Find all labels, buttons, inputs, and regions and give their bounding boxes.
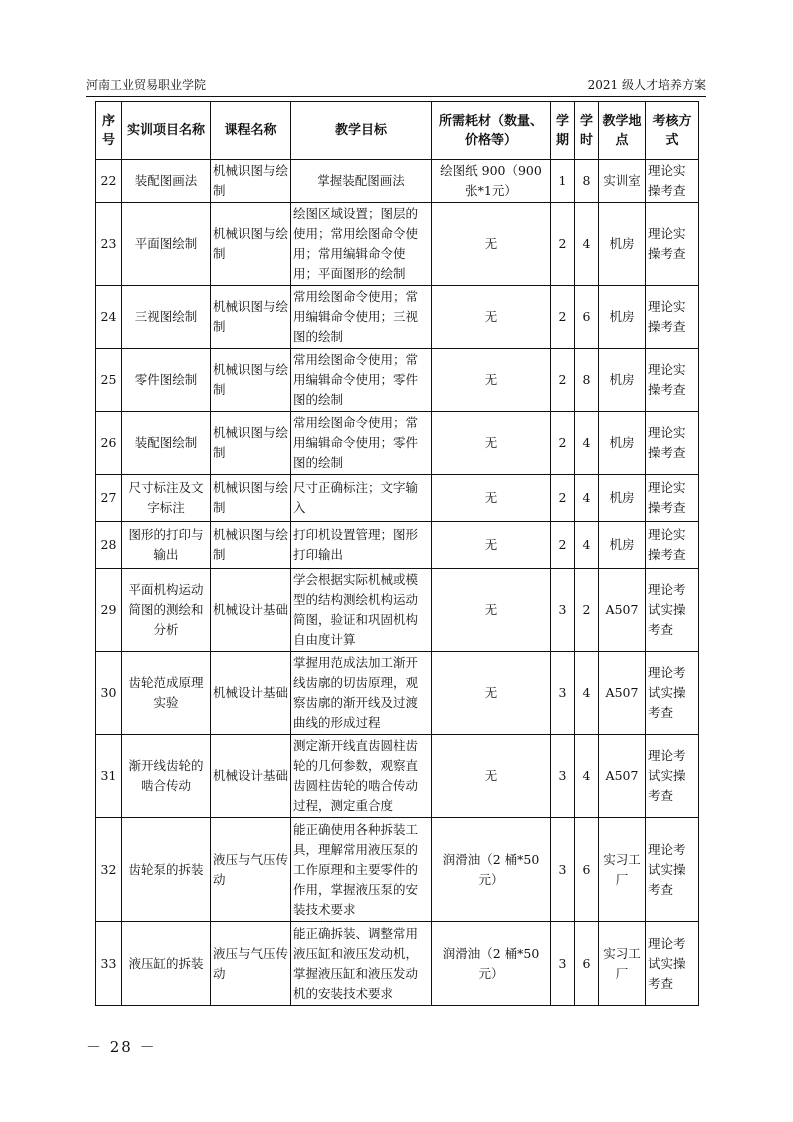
cell-assess: 理论考试实操考查 [646, 735, 699, 818]
cell-material: 无 [432, 652, 551, 735]
cell-hours: 6 [575, 286, 599, 349]
cell-goal: 打印机设置管理；图形打印输出 [291, 522, 432, 569]
cell-goal: 测定渐开线直齿圆柱齿轮的几何参数，观察直齿圆柱齿轮的啮合传动过程，测定重合度 [291, 735, 432, 818]
col-header-material: 所需耗材（数量、价格等） [432, 102, 551, 160]
table-row [96, 160, 699, 203]
cell-material: 无 [432, 203, 551, 286]
cell-no: 26 [96, 412, 122, 475]
cell-course: 机械设计基础 [211, 735, 291, 818]
cell-project: 图形的打印与输出 [122, 522, 211, 569]
cell-term: 2 [551, 203, 575, 286]
cell-material: 无 [432, 286, 551, 349]
cell-goal: 常用绘图命令使用；常用编辑命令使用；零件图的绘制 [291, 349, 432, 412]
cell-place: 机房 [599, 412, 646, 475]
cell-place: 实习工厂 [599, 922, 646, 1006]
cell-term: 2 [551, 475, 575, 522]
cell-course: 机械识图与绘制 [211, 203, 291, 286]
cell-term: 3 [551, 922, 575, 1006]
cell-goal: 掌握用范成法加工渐开线齿廓的切齿原理，观察齿廓的渐开线及过渡曲线的形成过程 [291, 652, 432, 735]
cell-place: 实训室 [599, 160, 646, 203]
table-header-row [96, 102, 699, 160]
cell-place: 机房 [599, 203, 646, 286]
cell-assess: 理论实操考查 [646, 160, 699, 203]
cell-no: 30 [96, 652, 122, 735]
cell-project: 齿轮范成原理实验 [122, 652, 211, 735]
table-row [96, 286, 699, 349]
col-header-term: 学期 [551, 102, 575, 160]
cell-material: 无 [432, 569, 551, 652]
cell-project: 齿轮泵的拆装 [122, 818, 211, 922]
table-row [96, 652, 699, 735]
cell-project: 装配图绘制 [122, 412, 211, 475]
cell-course: 机械识图与绘制 [211, 522, 291, 569]
table-row [96, 412, 699, 475]
page-number: － 28 － [86, 1038, 157, 1056]
table-row [96, 203, 699, 286]
col-header-goal: 教学目标 [291, 102, 432, 160]
cell-term: 2 [551, 349, 575, 412]
cell-goal: 常用绘图命令使用；常用编辑命令使用；零件图的绘制 [291, 412, 432, 475]
cell-project: 装配图画法 [122, 160, 211, 203]
cell-term: 3 [551, 652, 575, 735]
cell-material: 绘图纸 900（900张*1元） [432, 160, 551, 203]
cell-place: 机房 [599, 475, 646, 522]
cell-project: 平面机构运动简图的测绘和分析 [122, 569, 211, 652]
cell-assess: 理论考试实操考查 [646, 922, 699, 1006]
cell-goal: 能正确拆装、调整常用液压缸和液压发动机，掌握液压缸和液压发动机的安装技术要求 [291, 922, 432, 1006]
cell-hours: 4 [575, 652, 599, 735]
cell-course: 机械识图与绘制 [211, 349, 291, 412]
cell-material: 润滑油（2 桶*50元） [432, 818, 551, 922]
cell-goal: 常用绘图命令使用；常用编辑命令使用；三视图的绘制 [291, 286, 432, 349]
cell-no: 33 [96, 922, 122, 1006]
table-row [96, 569, 699, 652]
cell-no: 27 [96, 475, 122, 522]
cell-material: 无 [432, 412, 551, 475]
cell-no: 29 [96, 569, 122, 652]
cell-hours: 4 [575, 522, 599, 569]
cell-term: 1 [551, 160, 575, 203]
cell-course: 机械设计基础 [211, 569, 291, 652]
cell-no: 32 [96, 818, 122, 922]
cell-assess: 理论实操考查 [646, 203, 699, 286]
cell-assess: 理论考试实操考查 [646, 569, 699, 652]
cell-material: 无 [432, 475, 551, 522]
cell-no: 25 [96, 349, 122, 412]
cell-term: 2 [551, 522, 575, 569]
cell-material: 无 [432, 349, 551, 412]
cell-term: 3 [551, 818, 575, 922]
cell-course: 机械识图与绘制 [211, 286, 291, 349]
cell-hours: 4 [575, 475, 599, 522]
cell-place: A507 [599, 652, 646, 735]
table-row [96, 522, 699, 569]
cell-no: 22 [96, 160, 122, 203]
cell-place: 机房 [599, 286, 646, 349]
cell-project: 零件图绘制 [122, 349, 211, 412]
cell-project: 液压缸的拆装 [122, 922, 211, 1006]
cell-project: 平面图绘制 [122, 203, 211, 286]
cell-assess: 理论实操考查 [646, 286, 699, 349]
cell-course: 机械识图与绘制 [211, 412, 291, 475]
cell-course: 液压与气压传动 [211, 818, 291, 922]
cell-hours: 4 [575, 203, 599, 286]
cell-assess: 理论考试实操考查 [646, 818, 699, 922]
cell-goal: 尺寸正确标注；文字输入 [291, 475, 432, 522]
cell-goal: 能正确使用各种拆装工具，理解常用液压泵的工作原理和主要零件的作用，掌握液压泵的安装技术要求 [291, 818, 432, 922]
cell-hours: 6 [575, 922, 599, 1006]
cell-material: 无 [432, 522, 551, 569]
cell-term: 3 [551, 569, 575, 652]
cell-material: 无 [432, 735, 551, 818]
cell-term: 2 [551, 286, 575, 349]
training-table [95, 101, 699, 1006]
cell-place: A507 [599, 569, 646, 652]
table-row [96, 818, 699, 922]
cell-hours: 8 [575, 160, 599, 203]
cell-no: 24 [96, 286, 122, 349]
cell-place: 机房 [599, 522, 646, 569]
cell-material: 润滑油（2 桶*50元） [432, 922, 551, 1006]
header-divider [86, 96, 706, 97]
cell-no: 28 [96, 522, 122, 569]
cell-course: 机械设计基础 [211, 652, 291, 735]
cell-goal: 学会根据实际机械或模型的结构测绘机构运动简图，验证和巩固机构自由度计算 [291, 569, 432, 652]
cell-term: 3 [551, 735, 575, 818]
school-name: 河南工业贸易职业学院 [86, 78, 207, 92]
cell-assess: 理论考试实操考查 [646, 652, 699, 735]
cell-hours: 4 [575, 735, 599, 818]
col-header-place: 教学地点 [599, 102, 646, 160]
cell-course: 机械识图与绘制 [211, 475, 291, 522]
table-row [96, 735, 699, 818]
page-header [86, 76, 706, 94]
cell-assess: 理论实操考查 [646, 522, 699, 569]
table-row [96, 475, 699, 522]
cell-no: 23 [96, 203, 122, 286]
cell-place: A507 [599, 735, 646, 818]
cell-place: 机房 [599, 349, 646, 412]
cell-assess: 理论实操考查 [646, 349, 699, 412]
cell-hours: 6 [575, 818, 599, 922]
cell-goal: 掌握装配图画法 [291, 160, 432, 203]
cell-assess: 理论实操考查 [646, 412, 699, 475]
col-header-hours: 学时 [575, 102, 599, 160]
col-header-no: 序号 [96, 102, 122, 160]
col-header-assess: 考核方式 [646, 102, 699, 160]
table-row [96, 349, 699, 412]
cell-project: 尺寸标注及文字标注 [122, 475, 211, 522]
col-header-course: 课程名称 [211, 102, 291, 160]
cell-hours: 8 [575, 349, 599, 412]
cell-project: 渐开线齿轮的啮合传动 [122, 735, 211, 818]
cell-course: 机械识图与绘制 [211, 160, 291, 203]
cell-place: 实习工厂 [599, 818, 646, 922]
cell-hours: 4 [575, 412, 599, 475]
cell-course: 液压与气压传动 [211, 922, 291, 1006]
table-row [96, 922, 699, 1006]
cell-project: 三视图绘制 [122, 286, 211, 349]
cell-term: 2 [551, 412, 575, 475]
col-header-project: 实训项目名称 [122, 102, 211, 160]
cell-goal: 绘图区域设置；图层的使用；常用绘图命令使用；常用编辑命令使用；平面图形的绘制 [291, 203, 432, 286]
document-title: 2021 级人才培养方案 [587, 78, 706, 92]
cell-no: 31 [96, 735, 122, 818]
cell-assess: 理论实操考查 [646, 475, 699, 522]
cell-hours: 2 [575, 569, 599, 652]
